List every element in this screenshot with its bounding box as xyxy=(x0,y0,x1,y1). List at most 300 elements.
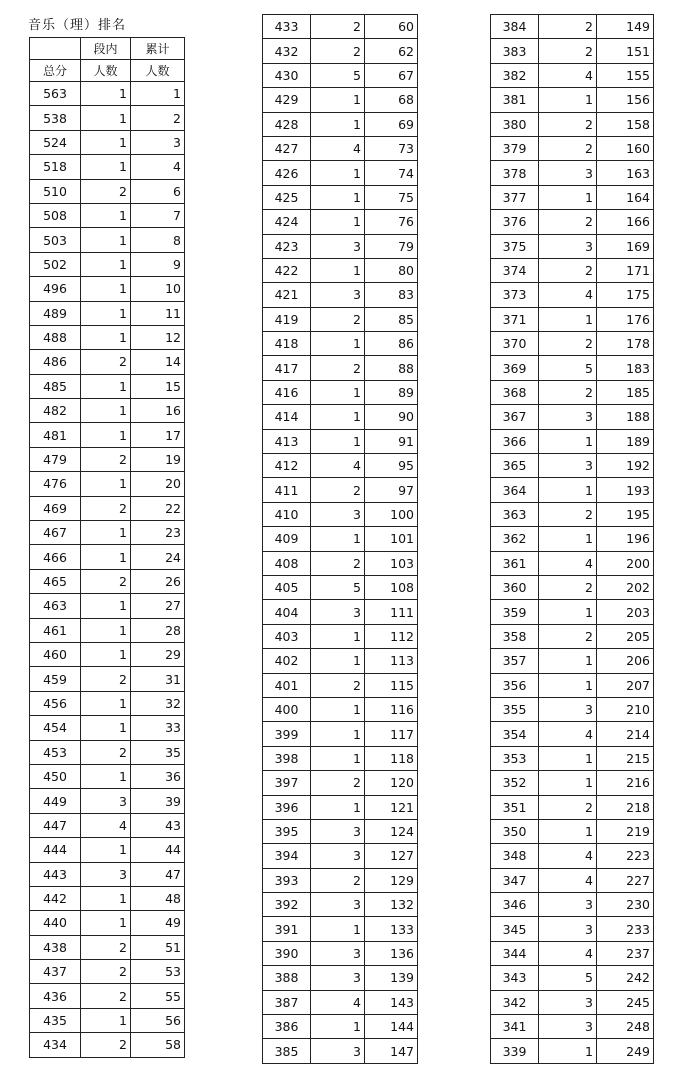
table-row xyxy=(263,185,418,209)
segment-count-cell: 1 xyxy=(81,716,131,740)
segment-count-cell: 5 xyxy=(539,356,597,380)
score-cell: 486 xyxy=(30,350,81,374)
header-score: 总分 xyxy=(30,60,81,82)
cumulative-count-cell: 206 xyxy=(597,649,654,673)
header-segment-bottom: 人数 xyxy=(81,60,131,82)
score-cell: 346 xyxy=(491,893,539,917)
cumulative-count-cell: 248 xyxy=(597,1015,654,1039)
cumulative-count-cell: 164 xyxy=(597,185,654,209)
score-cell: 438 xyxy=(30,935,81,959)
score-cell: 354 xyxy=(491,722,539,746)
cumulative-count-cell: 15 xyxy=(131,374,185,398)
segment-count-cell: 2 xyxy=(81,350,131,374)
table-row xyxy=(263,575,418,599)
table-row xyxy=(30,228,185,252)
segment-count-cell: 1 xyxy=(539,185,597,209)
cumulative-count-cell: 97 xyxy=(365,478,418,502)
table-row xyxy=(491,332,654,356)
segment-count-cell: 2 xyxy=(311,673,365,697)
table-row xyxy=(30,1008,185,1032)
segment-count-cell: 1 xyxy=(311,624,365,648)
table-row xyxy=(30,764,185,788)
table-row xyxy=(491,380,654,404)
score-cell: 508 xyxy=(30,203,81,227)
table-row xyxy=(491,795,654,819)
cumulative-count-cell: 196 xyxy=(597,527,654,551)
score-cell: 387 xyxy=(263,990,311,1014)
table-row xyxy=(491,575,654,599)
table-row xyxy=(491,234,654,258)
table-row xyxy=(491,624,654,648)
segment-count-cell: 1 xyxy=(81,374,131,398)
cumulative-count-cell: 49 xyxy=(131,911,185,935)
score-cell: 361 xyxy=(491,551,539,575)
segment-count-cell: 2 xyxy=(539,380,597,404)
segment-count-cell: 1 xyxy=(539,1039,597,1063)
segment-count-cell: 1 xyxy=(81,838,131,862)
cumulative-count-cell: 216 xyxy=(597,771,654,795)
table-row xyxy=(491,283,654,307)
score-cell: 434 xyxy=(30,1033,81,1057)
cumulative-count-cell: 10 xyxy=(131,277,185,301)
score-cell: 510 xyxy=(30,179,81,203)
score-cell: 440 xyxy=(30,911,81,935)
table-row xyxy=(263,624,418,648)
table-row xyxy=(263,88,418,112)
table-row xyxy=(263,1039,418,1063)
segment-count-cell: 1 xyxy=(81,325,131,349)
score-cell: 373 xyxy=(491,283,539,307)
page-title: 音乐（理）排名 xyxy=(28,18,127,33)
segment-count-cell: 1 xyxy=(539,307,597,331)
table-row xyxy=(491,356,654,380)
score-cell: 342 xyxy=(491,990,539,1014)
table-row xyxy=(30,838,185,862)
segment-count-cell: 5 xyxy=(311,575,365,599)
cumulative-count-cell: 214 xyxy=(597,722,654,746)
segment-count-cell: 4 xyxy=(539,551,597,575)
score-cell: 422 xyxy=(263,258,311,282)
segment-count-cell: 2 xyxy=(81,496,131,520)
segment-count-cell: 3 xyxy=(539,234,597,258)
table-row xyxy=(491,1039,654,1063)
table-row xyxy=(263,380,418,404)
cumulative-count-cell: 79 xyxy=(365,234,418,258)
cumulative-count-cell: 16 xyxy=(131,399,185,423)
table-row xyxy=(30,179,185,203)
score-cell: 350 xyxy=(491,819,539,843)
table-row xyxy=(30,594,185,618)
cumulative-count-cell: 111 xyxy=(365,600,418,624)
score-cell: 423 xyxy=(263,234,311,258)
segment-count-cell: 1 xyxy=(81,472,131,496)
segment-count-cell: 1 xyxy=(311,112,365,136)
table-row xyxy=(263,844,418,868)
segment-count-cell: 3 xyxy=(311,966,365,990)
segment-count-cell: 3 xyxy=(311,600,365,624)
cumulative-count-cell: 76 xyxy=(365,210,418,234)
cumulative-count-cell: 237 xyxy=(597,941,654,965)
cumulative-count-cell: 14 xyxy=(131,350,185,374)
score-cell: 418 xyxy=(263,332,311,356)
segment-count-cell: 1 xyxy=(81,618,131,642)
table-row xyxy=(30,82,185,106)
cumulative-count-cell: 183 xyxy=(597,356,654,380)
segment-count-cell: 1 xyxy=(539,649,597,673)
cumulative-count-cell: 112 xyxy=(365,624,418,648)
score-cell: 344 xyxy=(491,941,539,965)
rank-table-3-body xyxy=(491,15,654,1064)
segment-count-cell: 1 xyxy=(81,130,131,154)
cumulative-count-cell: 19 xyxy=(131,447,185,471)
score-cell: 398 xyxy=(263,746,311,770)
score-cell: 424 xyxy=(263,210,311,234)
cumulative-count-cell: 95 xyxy=(365,454,418,478)
segment-count-cell: 1 xyxy=(539,600,597,624)
table-row xyxy=(30,472,185,496)
cumulative-count-cell: 62 xyxy=(365,39,418,63)
score-cell: 351 xyxy=(491,795,539,819)
segment-count-cell: 1 xyxy=(311,210,365,234)
table-row xyxy=(263,15,418,39)
segment-count-cell: 1 xyxy=(81,82,131,106)
cumulative-count-cell: 67 xyxy=(365,63,418,87)
table-row xyxy=(491,917,654,941)
table-row xyxy=(491,697,654,721)
rank-table-2 xyxy=(262,14,418,1064)
cumulative-count-cell: 3 xyxy=(131,130,185,154)
cumulative-count-cell: 6 xyxy=(131,179,185,203)
segment-count-cell: 3 xyxy=(81,862,131,886)
score-cell: 367 xyxy=(491,405,539,429)
cumulative-count-cell: 185 xyxy=(597,380,654,404)
table-row xyxy=(491,502,654,526)
score-cell: 341 xyxy=(491,1015,539,1039)
header-cumulative-top: 累计 xyxy=(131,38,185,60)
segment-count-cell: 3 xyxy=(539,405,597,429)
segment-count-cell: 3 xyxy=(311,283,365,307)
cumulative-count-cell: 210 xyxy=(597,697,654,721)
rank-table-2-body xyxy=(263,15,418,1064)
segment-count-cell: 4 xyxy=(311,990,365,1014)
cumulative-count-cell: 33 xyxy=(131,716,185,740)
table-row xyxy=(263,868,418,892)
cumulative-count-cell: 43 xyxy=(131,813,185,837)
cumulative-count-cell: 113 xyxy=(365,649,418,673)
segment-count-cell: 3 xyxy=(311,893,365,917)
segment-count-cell: 4 xyxy=(539,941,597,965)
cumulative-count-cell: 203 xyxy=(597,600,654,624)
cumulative-count-cell: 80 xyxy=(365,258,418,282)
table-row xyxy=(491,258,654,282)
segment-count-cell: 4 xyxy=(539,63,597,87)
cumulative-count-cell: 91 xyxy=(365,429,418,453)
score-cell: 385 xyxy=(263,1039,311,1063)
cumulative-count-cell: 100 xyxy=(365,502,418,526)
score-cell: 425 xyxy=(263,185,311,209)
segment-count-cell: 1 xyxy=(311,429,365,453)
table-row xyxy=(30,789,185,813)
segment-count-cell: 1 xyxy=(81,203,131,227)
cumulative-count-cell: 127 xyxy=(365,844,418,868)
score-cell: 382 xyxy=(491,63,539,87)
cumulative-count-cell: 35 xyxy=(131,740,185,764)
table-row xyxy=(491,941,654,965)
table-row xyxy=(491,405,654,429)
cumulative-count-cell: 192 xyxy=(597,454,654,478)
table-row xyxy=(263,112,418,136)
cumulative-count-cell: 147 xyxy=(365,1039,418,1063)
score-cell: 449 xyxy=(30,789,81,813)
cumulative-count-cell: 129 xyxy=(365,868,418,892)
table-row xyxy=(491,868,654,892)
cumulative-count-cell: 29 xyxy=(131,642,185,666)
table-row xyxy=(491,551,654,575)
table-row xyxy=(30,301,185,325)
score-cell: 447 xyxy=(30,813,81,837)
segment-count-cell: 2 xyxy=(311,39,365,63)
segment-count-cell: 1 xyxy=(311,917,365,941)
score-cell: 450 xyxy=(30,764,81,788)
segment-count-cell: 3 xyxy=(539,990,597,1014)
score-cell: 476 xyxy=(30,472,81,496)
cumulative-count-cell: 68 xyxy=(365,88,418,112)
cumulative-count-cell: 233 xyxy=(597,917,654,941)
segment-count-cell: 1 xyxy=(311,649,365,673)
score-cell: 378 xyxy=(491,161,539,185)
score-cell: 394 xyxy=(263,844,311,868)
segment-count-cell: 1 xyxy=(81,423,131,447)
cumulative-count-cell: 124 xyxy=(365,819,418,843)
segment-count-cell: 2 xyxy=(81,447,131,471)
cumulative-count-cell: 115 xyxy=(365,673,418,697)
score-cell: 427 xyxy=(263,136,311,160)
segment-count-cell: 1 xyxy=(539,478,597,502)
table-row xyxy=(491,722,654,746)
segment-count-cell: 2 xyxy=(311,868,365,892)
segment-count-cell: 1 xyxy=(81,642,131,666)
segment-count-cell: 4 xyxy=(539,844,597,868)
table-row xyxy=(30,960,185,984)
segment-count-cell: 1 xyxy=(539,88,597,112)
segment-count-cell: 2 xyxy=(311,771,365,795)
score-cell: 368 xyxy=(491,380,539,404)
cumulative-count-cell: 7 xyxy=(131,203,185,227)
table-row xyxy=(263,966,418,990)
segment-count-cell: 2 xyxy=(81,1033,131,1057)
table-row xyxy=(30,374,185,398)
segment-count-cell: 2 xyxy=(311,307,365,331)
segment-count-cell: 1 xyxy=(81,886,131,910)
table-row xyxy=(263,527,418,551)
segment-count-cell: 1 xyxy=(311,746,365,770)
score-cell: 358 xyxy=(491,624,539,648)
table-row xyxy=(263,478,418,502)
cumulative-count-cell: 22 xyxy=(131,496,185,520)
cumulative-count-cell: 215 xyxy=(597,746,654,770)
segment-count-cell: 3 xyxy=(311,844,365,868)
cumulative-count-cell: 178 xyxy=(597,332,654,356)
cumulative-count-cell: 189 xyxy=(597,429,654,453)
score-cell: 396 xyxy=(263,795,311,819)
score-cell: 390 xyxy=(263,941,311,965)
score-cell: 402 xyxy=(263,649,311,673)
table-row xyxy=(30,423,185,447)
table-row xyxy=(491,210,654,234)
segment-count-cell: 3 xyxy=(81,789,131,813)
segment-count-cell: 3 xyxy=(539,917,597,941)
segment-count-cell: 2 xyxy=(311,478,365,502)
segment-count-cell: 3 xyxy=(539,454,597,478)
table-row xyxy=(263,136,418,160)
segment-count-cell: 2 xyxy=(539,258,597,282)
header-row-top xyxy=(30,38,185,60)
cumulative-count-cell: 249 xyxy=(597,1039,654,1063)
table-row xyxy=(30,984,185,1008)
score-cell: 352 xyxy=(491,771,539,795)
cumulative-count-cell: 116 xyxy=(365,697,418,721)
segment-count-cell: 1 xyxy=(311,161,365,185)
table-row xyxy=(30,862,185,886)
table-row xyxy=(263,1015,418,1039)
table-row xyxy=(491,600,654,624)
cumulative-count-cell: 158 xyxy=(597,112,654,136)
segment-count-cell: 1 xyxy=(81,545,131,569)
cumulative-count-cell: 149 xyxy=(597,15,654,39)
cumulative-count-cell: 56 xyxy=(131,1008,185,1032)
segment-count-cell: 2 xyxy=(81,740,131,764)
cumulative-count-cell: 24 xyxy=(131,545,185,569)
score-cell: 360 xyxy=(491,575,539,599)
score-cell: 538 xyxy=(30,106,81,130)
segment-count-cell: 2 xyxy=(539,795,597,819)
score-cell: 412 xyxy=(263,454,311,478)
segment-count-cell: 1 xyxy=(539,819,597,843)
table-row xyxy=(491,819,654,843)
cumulative-count-cell: 143 xyxy=(365,990,418,1014)
table-row xyxy=(30,350,185,374)
segment-count-cell: 5 xyxy=(311,63,365,87)
score-cell: 348 xyxy=(491,844,539,868)
cumulative-count-cell: 28 xyxy=(131,618,185,642)
cumulative-count-cell: 47 xyxy=(131,862,185,886)
cumulative-count-cell: 132 xyxy=(365,893,418,917)
table-row xyxy=(30,618,185,642)
table-row xyxy=(263,819,418,843)
table-row xyxy=(491,88,654,112)
score-cell: 397 xyxy=(263,771,311,795)
score-cell: 355 xyxy=(491,697,539,721)
score-cell: 443 xyxy=(30,862,81,886)
table-row xyxy=(491,39,654,63)
score-cell: 403 xyxy=(263,624,311,648)
cumulative-count-cell: 101 xyxy=(365,527,418,551)
score-cell: 419 xyxy=(263,307,311,331)
segment-count-cell: 2 xyxy=(539,39,597,63)
segment-count-cell: 4 xyxy=(81,813,131,837)
segment-count-cell: 2 xyxy=(539,575,597,599)
cumulative-count-cell: 118 xyxy=(365,746,418,770)
segment-count-cell: 1 xyxy=(311,88,365,112)
cumulative-count-cell: 17 xyxy=(131,423,185,447)
score-cell: 496 xyxy=(30,277,81,301)
table-row xyxy=(30,642,185,666)
cumulative-count-cell: 27 xyxy=(131,594,185,618)
segment-count-cell: 4 xyxy=(311,136,365,160)
segment-count-cell: 3 xyxy=(539,1015,597,1039)
segment-count-cell: 1 xyxy=(81,106,131,130)
score-cell: 442 xyxy=(30,886,81,910)
segment-count-cell: 2 xyxy=(81,667,131,691)
segment-count-cell: 2 xyxy=(539,136,597,160)
score-cell: 369 xyxy=(491,356,539,380)
cumulative-count-cell: 218 xyxy=(597,795,654,819)
table-row xyxy=(263,795,418,819)
table-row xyxy=(30,130,185,154)
score-cell: 430 xyxy=(263,63,311,87)
rank-table-1 xyxy=(29,37,185,1058)
segment-count-cell: 1 xyxy=(311,258,365,282)
cumulative-count-cell: 44 xyxy=(131,838,185,862)
cumulative-count-cell: 31 xyxy=(131,667,185,691)
score-cell: 413 xyxy=(263,429,311,453)
score-cell: 379 xyxy=(491,136,539,160)
table-row xyxy=(30,935,185,959)
segment-count-cell: 1 xyxy=(81,228,131,252)
score-cell: 380 xyxy=(491,112,539,136)
score-cell: 428 xyxy=(263,112,311,136)
score-cell: 366 xyxy=(491,429,539,453)
score-cell: 465 xyxy=(30,569,81,593)
cumulative-count-cell: 133 xyxy=(365,917,418,941)
segment-count-cell: 2 xyxy=(81,984,131,1008)
table-row xyxy=(263,697,418,721)
cumulative-count-cell: 207 xyxy=(597,673,654,697)
score-cell: 365 xyxy=(491,454,539,478)
table-row xyxy=(491,746,654,770)
cumulative-count-cell: 53 xyxy=(131,960,185,984)
table-row xyxy=(30,813,185,837)
cumulative-count-cell: 175 xyxy=(597,283,654,307)
segment-count-cell: 1 xyxy=(81,252,131,276)
cumulative-count-cell: 85 xyxy=(365,307,418,331)
cumulative-count-cell: 155 xyxy=(597,63,654,87)
cumulative-count-cell: 223 xyxy=(597,844,654,868)
table-row xyxy=(30,1033,185,1057)
segment-count-cell: 1 xyxy=(81,764,131,788)
score-cell: 405 xyxy=(263,575,311,599)
cumulative-count-cell: 200 xyxy=(597,551,654,575)
cumulative-count-cell: 103 xyxy=(365,551,418,575)
header-score-blank xyxy=(30,38,81,60)
score-cell: 459 xyxy=(30,667,81,691)
score-cell: 400 xyxy=(263,697,311,721)
cumulative-count-cell: 83 xyxy=(365,283,418,307)
score-cell: 466 xyxy=(30,545,81,569)
segment-count-cell: 1 xyxy=(81,521,131,545)
cumulative-count-cell: 219 xyxy=(597,819,654,843)
cumulative-count-cell: 202 xyxy=(597,575,654,599)
table-row xyxy=(30,886,185,910)
score-cell: 391 xyxy=(263,917,311,941)
segment-count-cell: 2 xyxy=(81,179,131,203)
score-cell: 485 xyxy=(30,374,81,398)
table-row xyxy=(263,454,418,478)
header-segment-top: 段内 xyxy=(81,38,131,60)
segment-count-cell: 1 xyxy=(81,399,131,423)
score-cell: 435 xyxy=(30,1008,81,1032)
table-row xyxy=(30,447,185,471)
